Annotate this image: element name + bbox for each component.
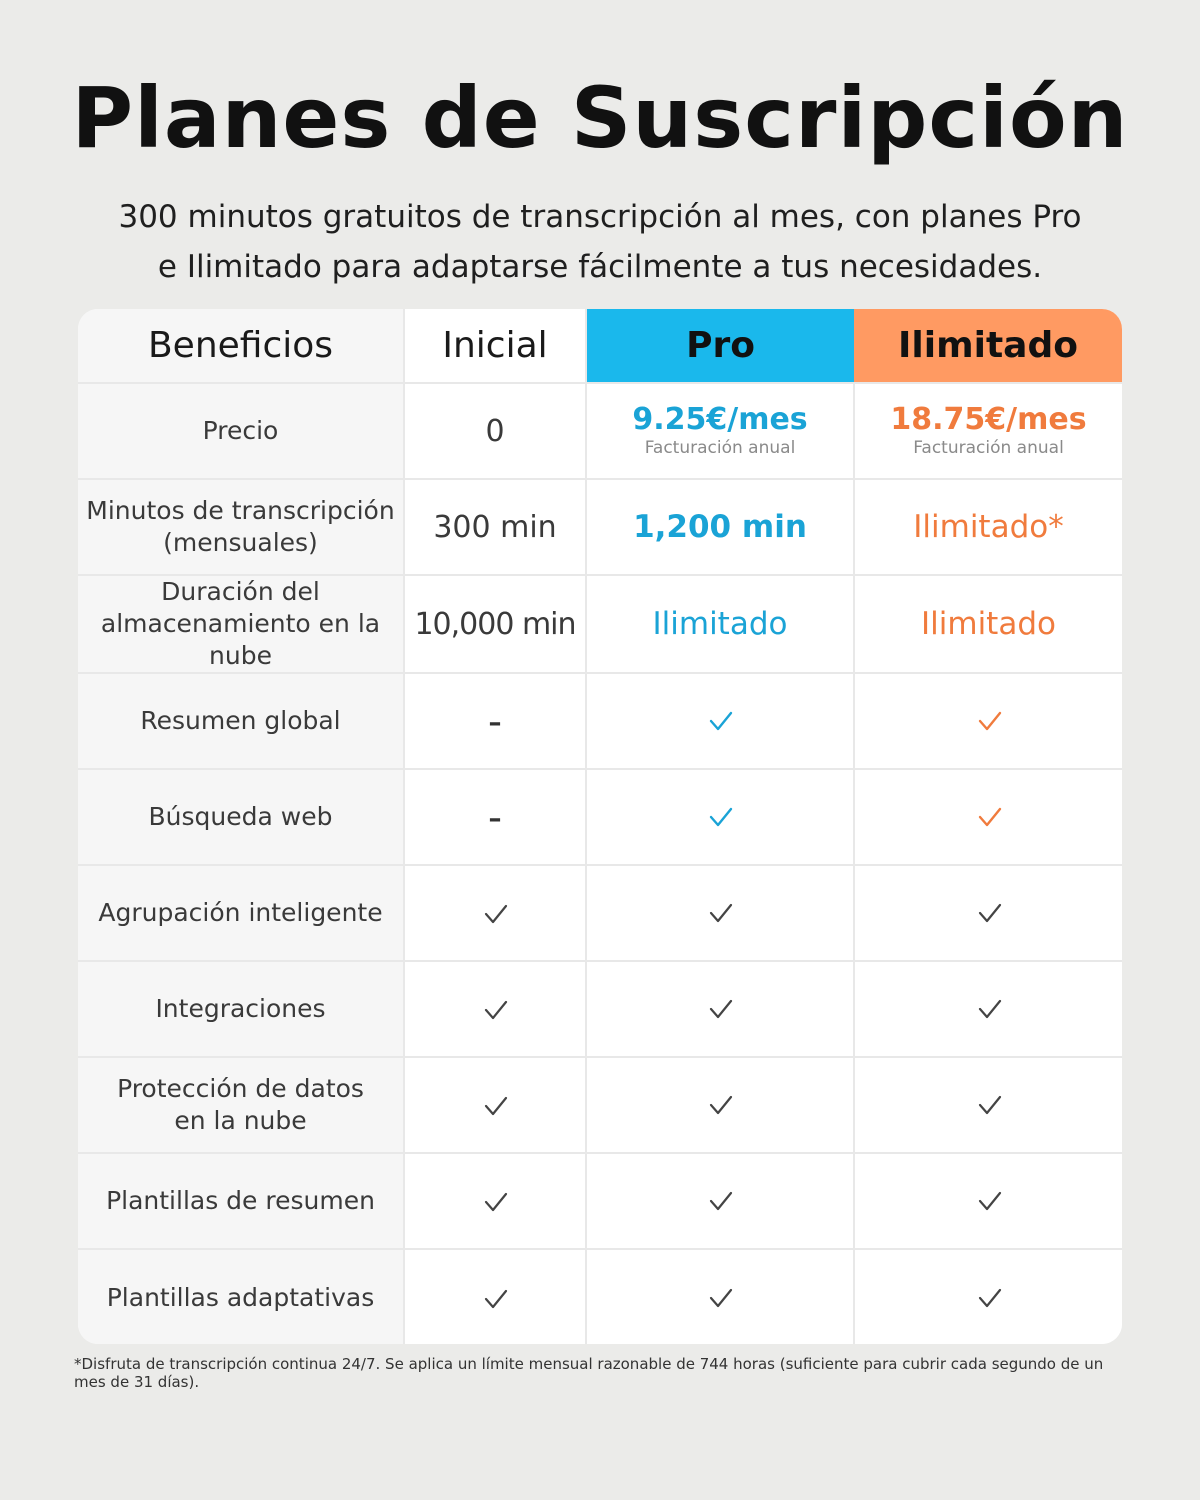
plans-comparison-table bbox=[78, 309, 1122, 1344]
pro-billing: Facturación anual bbox=[644, 438, 796, 458]
feature-label: Agrupación inteligente bbox=[78, 865, 404, 961]
check-icon bbox=[484, 1191, 506, 1213]
feature-label: Plantillas de resumen bbox=[78, 1153, 404, 1249]
ilimitado-price-cell bbox=[854, 383, 1122, 479]
table-row-grouping bbox=[78, 865, 1122, 961]
table-row-storage bbox=[78, 575, 1122, 673]
header-plan-pro: Pro bbox=[586, 309, 854, 383]
check-icon bbox=[978, 1190, 1000, 1212]
feature-label: Plantillas adaptativas bbox=[78, 1249, 404, 1344]
inicial-storage: 10,000 min bbox=[404, 575, 586, 673]
feature-label: Integraciones bbox=[78, 961, 404, 1057]
inicial-price: 0 bbox=[404, 383, 586, 479]
ilimitado-price: 18.75€/mes bbox=[890, 402, 1087, 437]
table-row-summary bbox=[78, 673, 1122, 769]
ilimitado-storage: Ilimitado bbox=[921, 606, 1056, 642]
page-subtitle bbox=[60, 192, 1140, 292]
page-title: Planes de Suscripción bbox=[71, 69, 1129, 167]
ilimitado-minutes: Ilimitado* bbox=[913, 509, 1064, 545]
check-icon bbox=[978, 806, 1000, 828]
feature-label-line: almacenamiento en la bbox=[100, 609, 381, 638]
check-icon bbox=[978, 710, 1000, 732]
feature-label bbox=[78, 575, 404, 673]
ilimitado-billing: Facturación anual bbox=[913, 438, 1064, 458]
subtitle-line-2: e Ilimitado para adaptarse fácilmente a tus necesidades. bbox=[157, 249, 1043, 285]
check-icon bbox=[484, 1095, 506, 1117]
dash-icon: – bbox=[488, 803, 502, 834]
feature-label-line: en la nube bbox=[174, 1106, 307, 1135]
table-row-websearch bbox=[78, 769, 1122, 865]
dash-icon: – bbox=[488, 707, 502, 738]
feature-label-line: Minutos de transcripción bbox=[86, 496, 395, 525]
check-icon bbox=[978, 1094, 1000, 1116]
check-icon bbox=[484, 999, 506, 1021]
check-icon bbox=[484, 1288, 506, 1310]
table-row-summary-templates bbox=[78, 1153, 1122, 1249]
header-benefits: Beneficios bbox=[78, 309, 404, 383]
feature-label-line: Protección de datos bbox=[117, 1074, 364, 1103]
check-icon bbox=[709, 998, 731, 1020]
check-icon bbox=[709, 1190, 731, 1212]
feature-label bbox=[78, 479, 404, 575]
check-icon bbox=[484, 903, 506, 925]
header-plan-inicial: Inicial bbox=[404, 309, 586, 383]
check-icon bbox=[709, 902, 731, 924]
check-icon bbox=[978, 1287, 1000, 1309]
feature-label: Precio bbox=[78, 383, 404, 479]
header-plan-ilimitado: Ilimitado bbox=[854, 309, 1122, 383]
table-row-price bbox=[78, 383, 1122, 479]
check-icon bbox=[709, 1287, 731, 1309]
feature-label: Búsqueda web bbox=[78, 769, 404, 865]
pro-minutes: 1,200 min bbox=[633, 509, 807, 545]
feature-label bbox=[78, 1057, 404, 1153]
feature-label-line: nube bbox=[209, 641, 272, 670]
feature-label-line: Duración del bbox=[161, 577, 320, 606]
table-row-data-protection bbox=[78, 1057, 1122, 1153]
inicial-minutes: 300 min bbox=[404, 479, 586, 575]
feature-label: Resumen global bbox=[78, 673, 404, 769]
table-header-row bbox=[78, 309, 1122, 383]
check-icon bbox=[709, 806, 731, 828]
table-row-adaptive-templates bbox=[78, 1249, 1122, 1344]
check-icon bbox=[978, 998, 1000, 1020]
table-row-integrations bbox=[78, 961, 1122, 1057]
pro-price: 9.25€/mes bbox=[632, 402, 808, 437]
pro-storage: Ilimitado bbox=[652, 606, 788, 642]
check-icon bbox=[709, 710, 731, 732]
subtitle-line-1: 300 minutos gratuitos de transcripción al mes, con planes Pro bbox=[118, 199, 1082, 235]
feature-label-line: (mensuales) bbox=[163, 528, 318, 557]
check-icon bbox=[978, 902, 1000, 924]
check-icon bbox=[709, 1094, 731, 1116]
pro-price-cell bbox=[586, 383, 854, 479]
table-row-minutes bbox=[78, 479, 1122, 575]
footnote: *Disfruta de transcripción continua 24/7. Se aplica un límite mensual razonable de 744 horas (suficiente para cubrir cada segundo de un mes de 31 días). bbox=[74, 1355, 1104, 1391]
